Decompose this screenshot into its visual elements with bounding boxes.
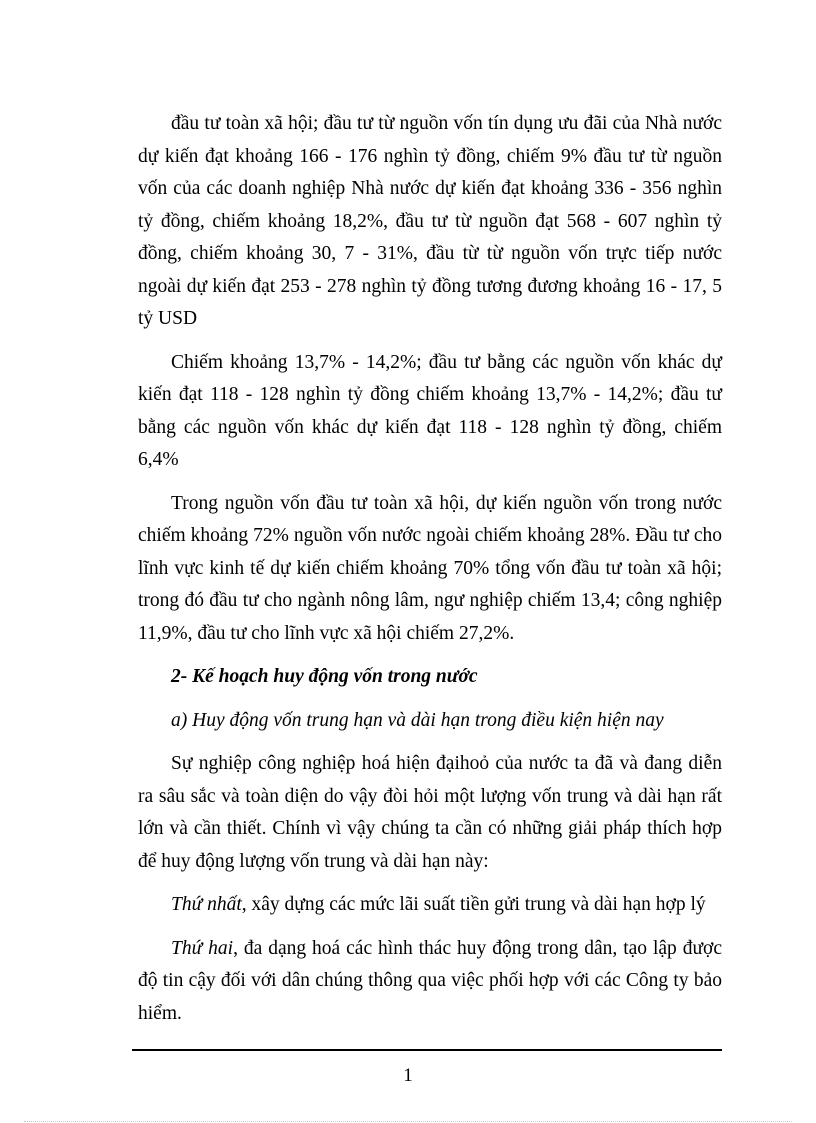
- point-first-lead: Thứ nhất: [171, 894, 242, 915]
- point-first: [138, 889, 722, 922]
- section-subheading: a) Huy động vốn trung hạn và dài hạn trong điều kiện hiện nay: [171, 709, 664, 731]
- point-second-lead: Thứ hai: [171, 937, 234, 959]
- document-body: [138, 108, 722, 1041]
- section-heading: 2- Kế hoạch huy động vốn trong nước: [171, 666, 478, 687]
- paragraph-3: Trong nguồn vốn đầu tư toàn xã hội, dự kiến nguồn vốn trong nước chiếm khoảng 72% nguồn vốn nước ngoài chiếm khoảng 28%. Đầu tư cho lĩnh vực kinh tế dự kiến chiếm khoảng 70% tổng vốn đầu tư toàn xã hội; trong đó đầu tư cho ngành nông lâm, ngư nghiệp chiếm 13,4; công nghiệp 11,9%, đầu tư cho lĩnh vực xã hội chiếm 27,2%.: [138, 492, 722, 644]
- paragraph-2: Chiếm khoảng 13,7% - 14,2%; đầu tư bằng các nguồn vốn khác dự kiến đạt 118 - 128 nghìn tỷ đồng chiếm khoảng 13,7% - 14,2%; đầu tư bằng các nguồn vốn khác dự kiến đạt 118 - 128 nghìn tỷ đồng, chiếm 6,4%: [138, 351, 722, 470]
- paragraph-4: Sự nghiệp công nghiệp hoá hiện đạihoỏ của nước ta đã và đang diễn ra sâu sắc và toàn diện do vậy đòi hỏi một lượng vốn trung và dài hạn rất lớn và cần thiết. Chính vì vậy chúng ta cần có những giải pháp thích hợp để huy động lượng vốn trung và dài hạn này:: [138, 753, 722, 872]
- point-second: [138, 933, 722, 1031]
- point-second-text: , đa dạng hoá các hình thác huy động trong dân, tạo lập được độ tin cậy đối với dân chúng thông qua việc phối hợp với các Công ty bảo hiểm.: [138, 937, 722, 1024]
- footer-divider: [132, 1049, 722, 1051]
- page-number: 1: [403, 1065, 413, 1086]
- paragraph-1: đầu tư toàn xã hội; đầu tư từ nguồn vốn tín dụng ưu đãi của Nhà nước dự kiến đạt khoảng 166 - 176 nghìn tỷ đồng, chiếm 9% đầu tư từ nguồn vốn của các doanh nghiệp Nhà nước dự kiến đạt khoảng 336 - 356 nghìn tỷ đồng, chiếm khoảng 18,2%, đầu tư từ nguồn đạt 568 - 607 nghìn tỷ đồng, chiếm khoảng 30, 7 - 31%, đầu từ từ nguồn vốn trực tiếp nước ngoài dự kiến đạt 253 - 278 nghìn tỷ đồng tương đương khoảng 16 - 17, 5 tỷ USD: [138, 113, 722, 329]
- point-first-text: , xây dựng các mức lãi suất tiền gửi trung và dài hạn hợp lý: [241, 894, 706, 915]
- page-bottom-edge: [24, 1121, 792, 1122]
